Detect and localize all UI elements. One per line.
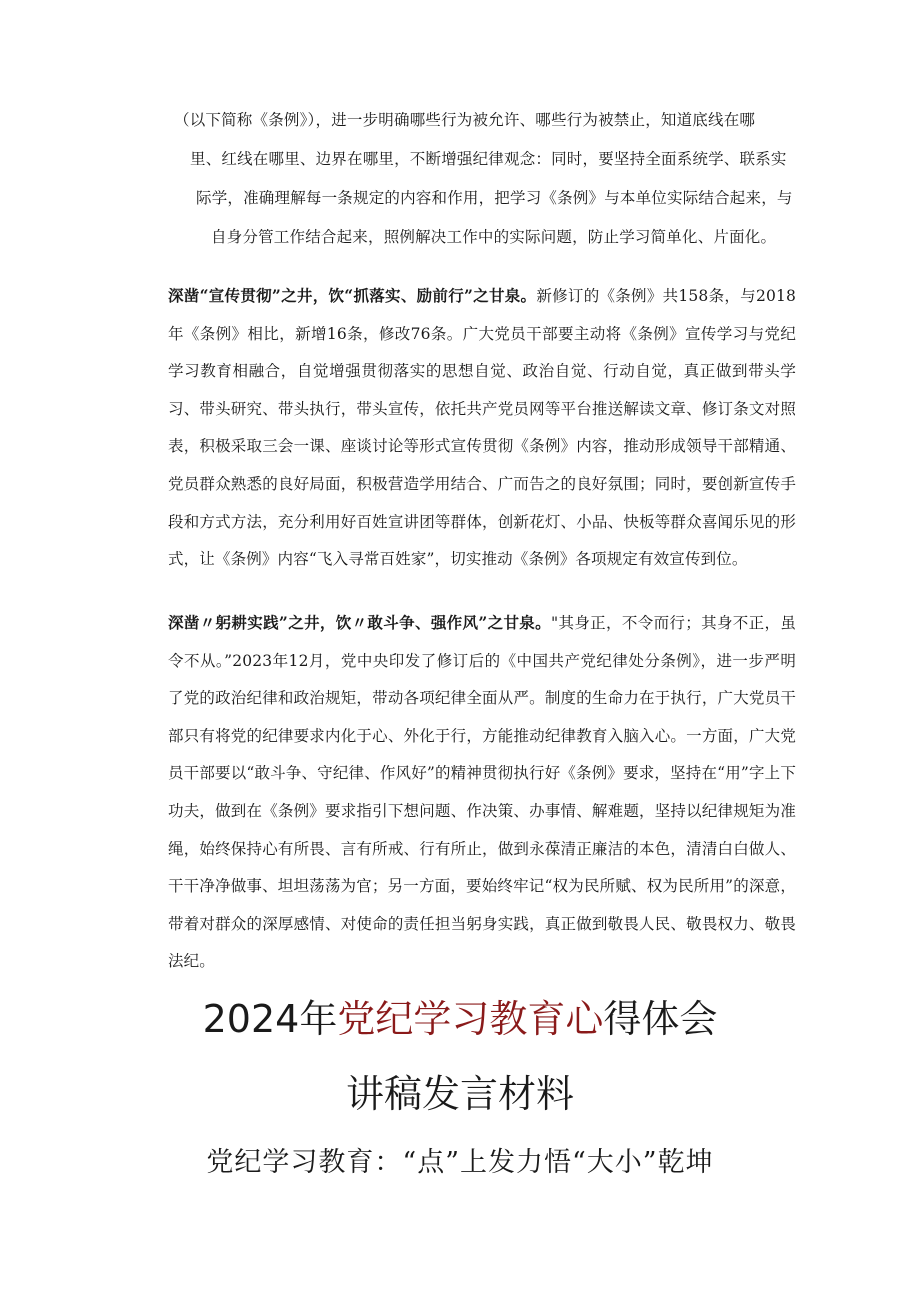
intro-line-4: 自身分管工作结合起来，照例解决工作中的实际问题，防止学习简单化、片面化。 xyxy=(211,228,777,246)
intro-line-2: 里、红线在哪里、边界在哪里，不断增强纪律观念：同时，要坚持全面系统学、联系实 xyxy=(190,150,787,168)
title-prefix: 2024年 xyxy=(202,997,338,1041)
paragraph-practice xyxy=(168,604,796,981)
document-subtitle: 讲稿发言材料 xyxy=(345,1072,574,1116)
intro-line-3: 际学，准确理解每一条规定的内容和作用，把学习《条例》与本单位实际结合起来，与 xyxy=(196,189,793,207)
paragraph-propaganda xyxy=(168,277,796,579)
title-suffix: 得体会 xyxy=(603,997,718,1041)
paragraph-lead: 深凿〃躬耕实践”之井，饮〃敢斗争、强作风”之甘泉。 xyxy=(168,613,552,632)
section-heading: 党纪学习教育：“点”上发力悟“大小”乾坤 xyxy=(206,1147,714,1178)
paragraph-lead: 深凿“宣传贯彻”之井，饮“抓落实、励前行”之甘泉。 xyxy=(168,286,537,305)
intro-line-1: （以下简称《条例》），进一步明确哪些行为被允许、哪些行为被禁止，知道底线在哪 xyxy=(174,111,756,129)
paragraph-body: "其身正，不令而行；其身不正，虽令不从。”2023年12月，党中央印发了修订后的《中国共产党纪律处分条例》，进一步严明了党的政治纪律和政治规矩，带动各项纪律全面从严。制度的生命力在于执行，广大党员干部只有将党的纪律要求内化于心、外化于行，方能推动纪律教育入脑入心。一方面，广大党员干部要以“敢斗争、守纪律、作风好”的精神贯彻执行好《条例》要求，坚持在“用”字上下功夫，做到在《条例》要求指引下想问题、作决策、办事情、解难题，坚持以纪律规矩为准绳，始终保持心有所畏、言有所戒、行有所止，做到永葆清正廉洁的本色，清清白白做人、干干净净做事、坦坦荡荡为官；另一方面，要始终牢记“权为民所赋、权为民所用”的深意，带着对群众的深厚感情、对使命的责任担当躬身实践，真正做到敬畏人民、敬畏权力、敬畏法纪。 xyxy=(168,614,796,971)
document-title xyxy=(0,995,920,1043)
paragraph-body: 新修订的《条例》共158条，与2018年《条例》相比，新增16条，修改76条。广大党员干部要主动将《条例》宣传学习与党纪学习教育相融合，自觉增强贯彻落实的思想自觉、政治自觉、行动自觉，真正做到带头学习、带头研究、带头执行，带头宣传，依托共产党员网等平台推送解读文章、修订条文对照表，积极采取三会一课、座谈讨论等形式宣传贯彻《条例》内容，推动形成领导干部精通、党员群众熟悉的良好局面，积极营造学用结合、广而告之的良好氛围；同时，要创新宣传手段和方式方法，充分利用好百姓宣讲团等群体，创新花灯、小品、快板等群众喜闻乐见的形式，让《条例》内容“飞入寻常百姓家”，切实推动《条例》各项规定有效宣传到位。 xyxy=(168,287,796,569)
title-accent: 党纪学习教育心 xyxy=(337,997,604,1041)
